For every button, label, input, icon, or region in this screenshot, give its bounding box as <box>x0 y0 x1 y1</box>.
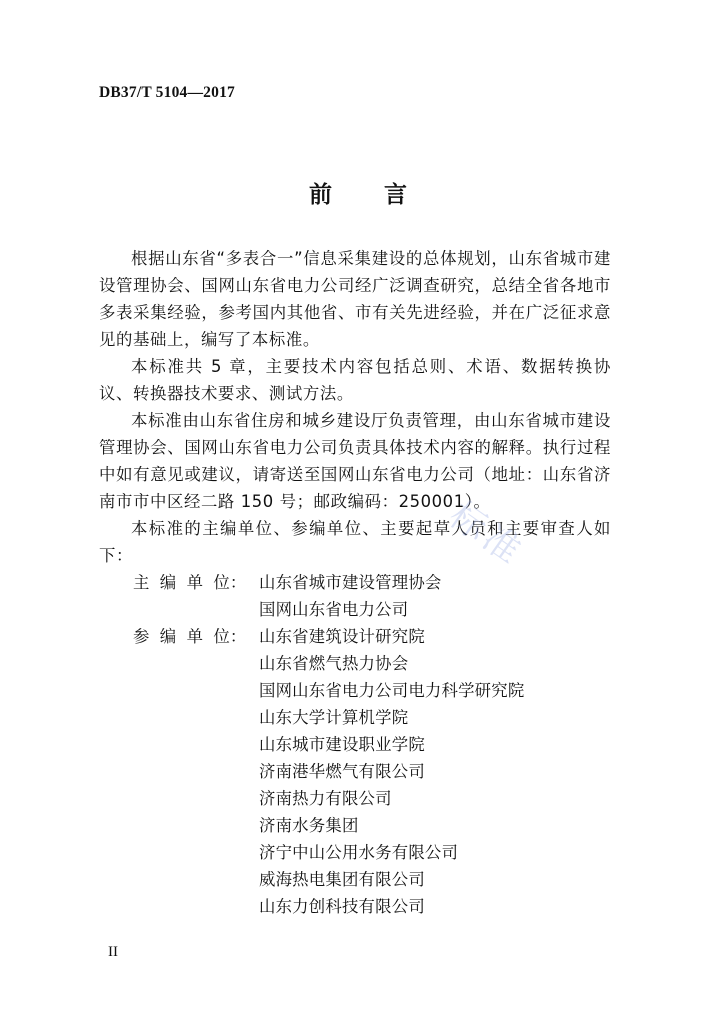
unit-name: 济宁中山公用水务有限公司 <box>259 843 459 862</box>
page-number: II <box>108 944 118 960</box>
unit-row <box>99 623 611 650</box>
unit-row <box>99 893 611 920</box>
unit-name: 济南热力有限公司 <box>259 789 392 808</box>
title-char-1: 前 <box>309 182 332 208</box>
unit-name: 山东城市建设职业学院 <box>259 735 425 754</box>
paragraph: 本标准共 5 章，主要技术内容包括总则、术语、数据转换协议、转换器技术要求、测试方法。 <box>99 357 611 403</box>
unit-row <box>99 677 611 704</box>
unit-row <box>99 785 611 812</box>
unit-row <box>99 758 611 785</box>
title-char-2: 言 <box>384 182 407 208</box>
unit-name: 山东省建筑设计研究院 <box>259 627 425 646</box>
participating-units-label: 参 编 单 位： <box>133 627 247 646</box>
unit-name: 山东大学计算机学院 <box>259 708 409 727</box>
unit-row <box>99 812 611 839</box>
unit-row <box>99 596 611 623</box>
document-code: DB37/T 5104—2017 <box>99 84 235 101</box>
paragraph: 本标准由山东省住房和城乡建设厅负责管理，由山东省城市建设管理协会、国网山东省电力公司负责具体技术内容的解释。执行过程中如有意见或建议，请寄送至国网山东省电力公司（地址：山东省济南市市中区经二路 150 号；邮政编码：250001）。 <box>99 411 611 511</box>
page-title <box>0 176 716 209</box>
paragraph: 根据山东省“多表合一”信息采集建设的总体规划，山东省城市建设管理协会、国网山东省电力公司经广泛调查研究，总结全省各地市多表采集经验，参考国内其他省、市有关先进经验，并在广泛征求意见的基础上，编写了本标准。 <box>99 249 611 349</box>
unit-row <box>99 650 611 677</box>
unit-row <box>99 731 611 758</box>
editor-units-label: 主 编 单 位： <box>133 573 247 592</box>
unit-name: 山东省燃气热力协会 <box>259 654 409 673</box>
unit-name: 山东力创科技有限公司 <box>259 897 425 916</box>
unit-row <box>99 866 611 893</box>
unit-name: 国网山东省电力公司电力科学研究院 <box>259 681 525 700</box>
unit-name: 济南水务集团 <box>259 816 359 835</box>
unit-row <box>99 704 611 731</box>
watermark: 标准 <box>441 494 531 575</box>
unit-row <box>99 839 611 866</box>
unit-name: 国网山东省电力公司 <box>259 600 409 619</box>
paragraph: 本标准的主编单位、参编单位、主要起草人员和主要审查人如下： <box>99 519 611 565</box>
unit-list <box>99 569 611 920</box>
unit-name: 山东省城市建设管理协会 <box>259 573 442 592</box>
unit-name: 济南港华燃气有限公司 <box>259 762 425 781</box>
unit-name: 威海热电集团有限公司 <box>259 870 425 889</box>
